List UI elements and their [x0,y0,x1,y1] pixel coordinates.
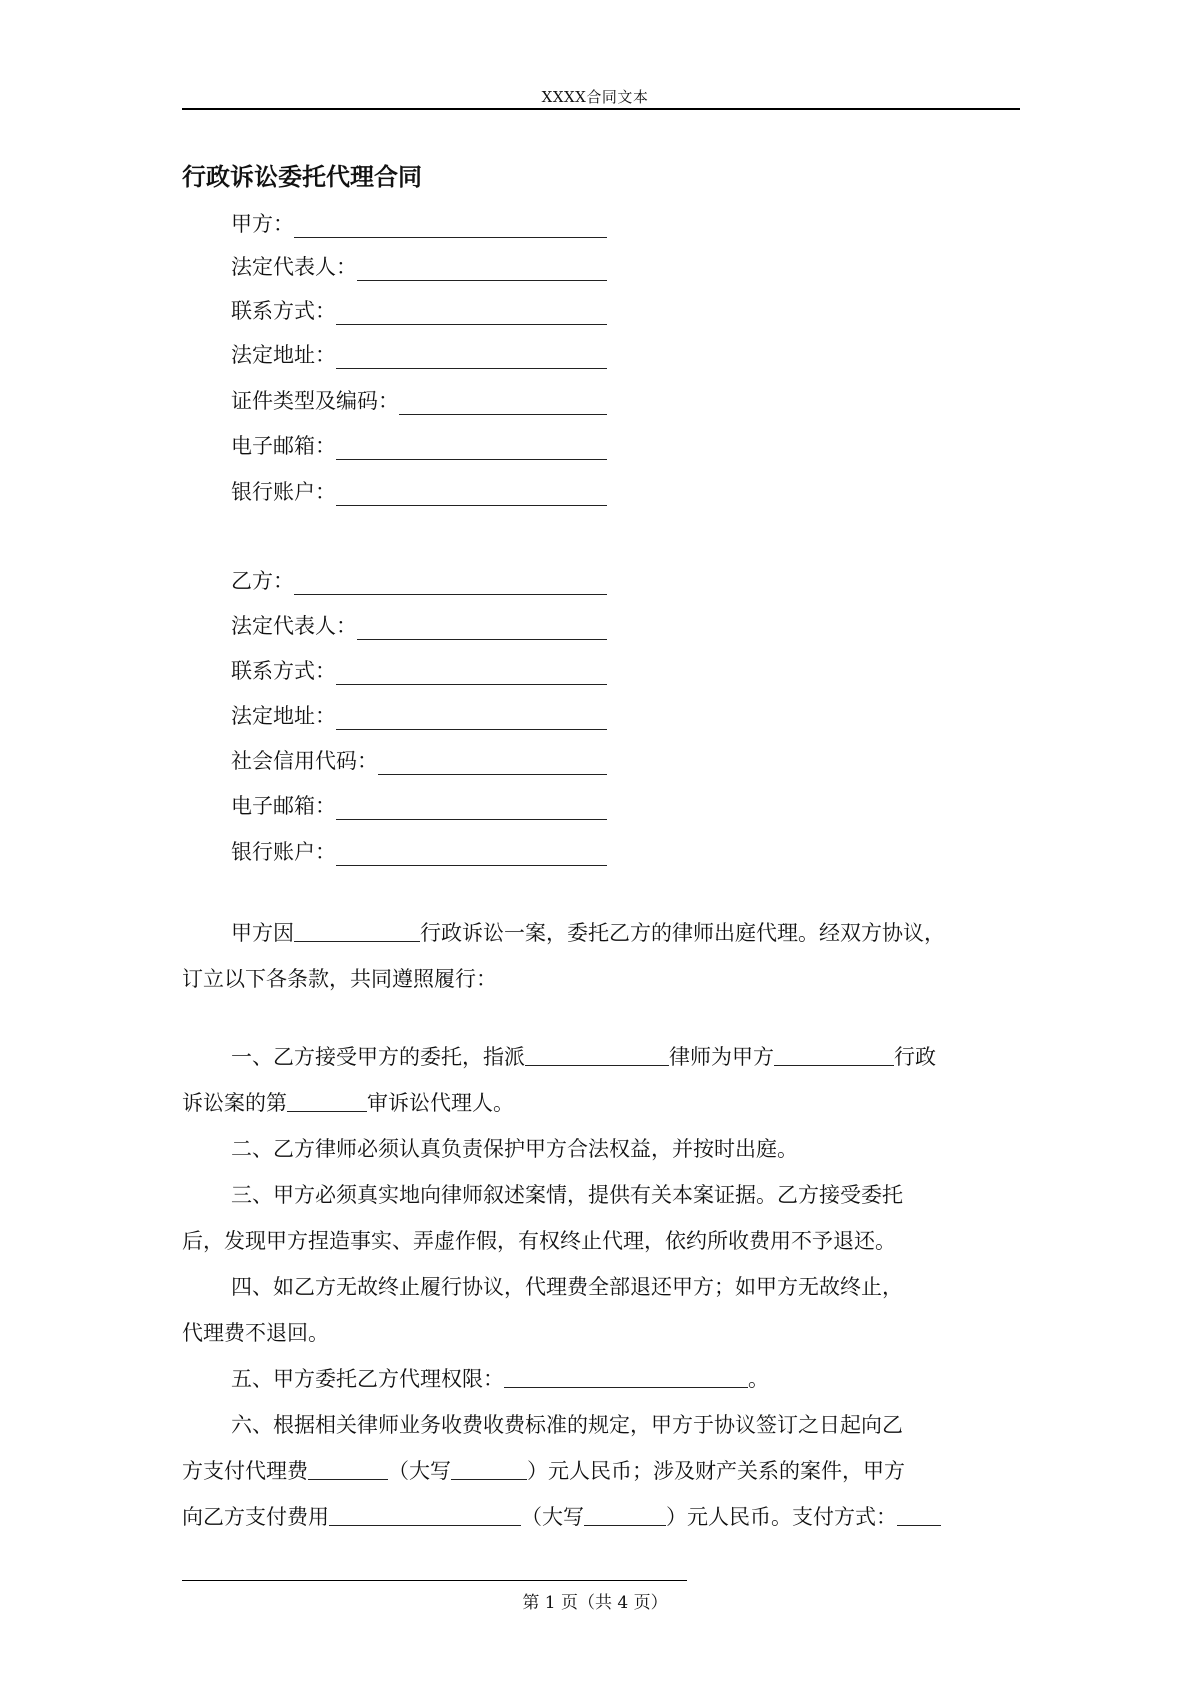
fill-blank [294,572,607,595]
clause-6-text-c: ）元人民币；涉及财产关系的案件，甲方 [527,1459,905,1483]
party-a-field [231,204,607,238]
clause-1-text-e: 审诉讼代理人。 [367,1091,514,1115]
fill-blank [336,662,607,685]
clause-4 [182,1264,1020,1356]
field-label: 联系方式： [231,299,336,323]
fill-blank [357,617,607,640]
clause-4-line-1: 四、如乙方无故终止履行协议，代理费全部退还甲方；如甲方无故终止， [231,1275,903,1299]
clause-6-text-e: （大写 [521,1505,584,1529]
clause-5 [182,1356,1020,1402]
field-label: 证件类型及编码： [231,389,399,413]
clause-3-line-1: 三、甲方必须真实地向律师叙述案情，提供有关本案证据。乙方接受委托 [231,1183,903,1207]
clause-1-text-b: 律师为甲方 [669,1045,774,1069]
fill-blank [287,1089,367,1112]
clause-6-text-f: ）元人民币。支付方式： [666,1505,897,1529]
fill-blank [308,1457,388,1480]
clause-5-text-b: 。 [748,1367,769,1391]
party-a-id-field [231,381,607,415]
fill-blank [451,1457,527,1480]
clause-2 [182,1126,1020,1172]
field-label: 甲方： [231,212,294,236]
fill-blank [357,258,607,281]
clause-2-line: 二、乙方律师必须认真负责保护甲方合法权益，并按时出庭。 [231,1137,798,1161]
clause-6-line-2 [182,1448,1020,1494]
field-label: 法定代表人： [231,255,357,279]
field-label: 法定代表人： [231,614,357,638]
party-a-representative-field [231,247,607,281]
clause-6-text-d: 向乙方支付费用 [182,1505,329,1529]
clause-1 [182,1034,1020,1126]
party-b-contact-field [231,651,607,685]
clause-1-text-c: 行政 [894,1045,936,1069]
field-label: 法定地址： [231,704,336,728]
party-a-email-field [231,426,607,460]
field-label: 银行账户： [231,480,336,504]
fill-blank [504,1365,748,1388]
fill-blank [336,346,607,369]
footer-divider [182,1580,687,1581]
fill-blank [294,919,420,942]
fill-blank [336,437,607,460]
fill-blank [336,302,607,325]
intro-text-b: 行政诉讼一案，委托乙方的律师出庭代理。经双方协议， [420,921,945,945]
party-b-bank-field [231,832,607,866]
clause-1-line-2 [182,1080,1020,1126]
page-number: 第 1 页（共 4 页） [522,1593,668,1613]
party-b-representative-field [231,606,607,640]
field-label: 电子邮箱： [231,434,336,458]
clause-4-line-2: 代理费不退回。 [182,1321,329,1345]
clause-3 [182,1172,1020,1264]
fill-blank [897,1503,941,1526]
clause-1-text-d: 诉讼案的第 [182,1091,287,1115]
party-a-contact-field [231,291,607,325]
document-title: 行政诉讼委托代理合同 [182,163,422,191]
intro-line-1 [182,910,1020,956]
field-label: 联系方式： [231,659,336,683]
party-a-bank-field [231,472,607,506]
field-label: 银行账户： [231,840,336,864]
party-b-email-field [231,786,607,820]
header-divider [182,108,1020,110]
party-b-field [231,561,607,595]
intro-paragraph [182,910,1020,1002]
fill-blank [336,843,607,866]
fill-blank [399,392,607,415]
party-b-address-field [231,696,607,730]
clause-1-text-a: 一、乙方接受甲方的委托，指派 [231,1045,525,1069]
clause-6-text-b: （大写 [388,1459,451,1483]
party-a-address-field [231,335,607,369]
clause-5-line [182,1356,1020,1402]
fill-blank [336,483,607,506]
fill-blank [336,797,607,820]
fill-blank [336,707,607,730]
page-header: XXXX合同文本 [541,88,649,106]
fill-blank [525,1043,669,1066]
party-b-credit-code-field [231,741,607,775]
clause-3-line-2: 后，发现甲方捏造事实、弄虚作假，有权终止代理，依约所收费用不予退还。 [182,1229,896,1253]
field-label: 法定地址： [231,343,336,367]
clause-6-line-3 [182,1494,1020,1540]
clause-1-line-1 [182,1034,1020,1080]
fill-blank [378,752,607,775]
field-label: 电子邮箱： [231,794,336,818]
fill-blank [774,1043,894,1066]
clause-6-text-a: 方支付代理费 [182,1459,308,1483]
clause-6 [182,1402,1020,1540]
fill-blank [294,215,607,238]
clause-5-text-a: 五、甲方委托乙方代理权限： [231,1367,504,1391]
intro-text-a: 甲方因 [231,921,294,945]
field-label: 乙方： [231,569,294,593]
clause-6-line-1: 六、根据相关律师业务收费收费标准的规定，甲方于协议签订之日起向乙 [231,1413,903,1437]
field-label: 社会信用代码： [231,749,378,773]
fill-blank [584,1503,666,1526]
fill-blank [329,1503,521,1526]
intro-line-2: 订立以下各条款，共同遵照履行： [182,967,497,991]
